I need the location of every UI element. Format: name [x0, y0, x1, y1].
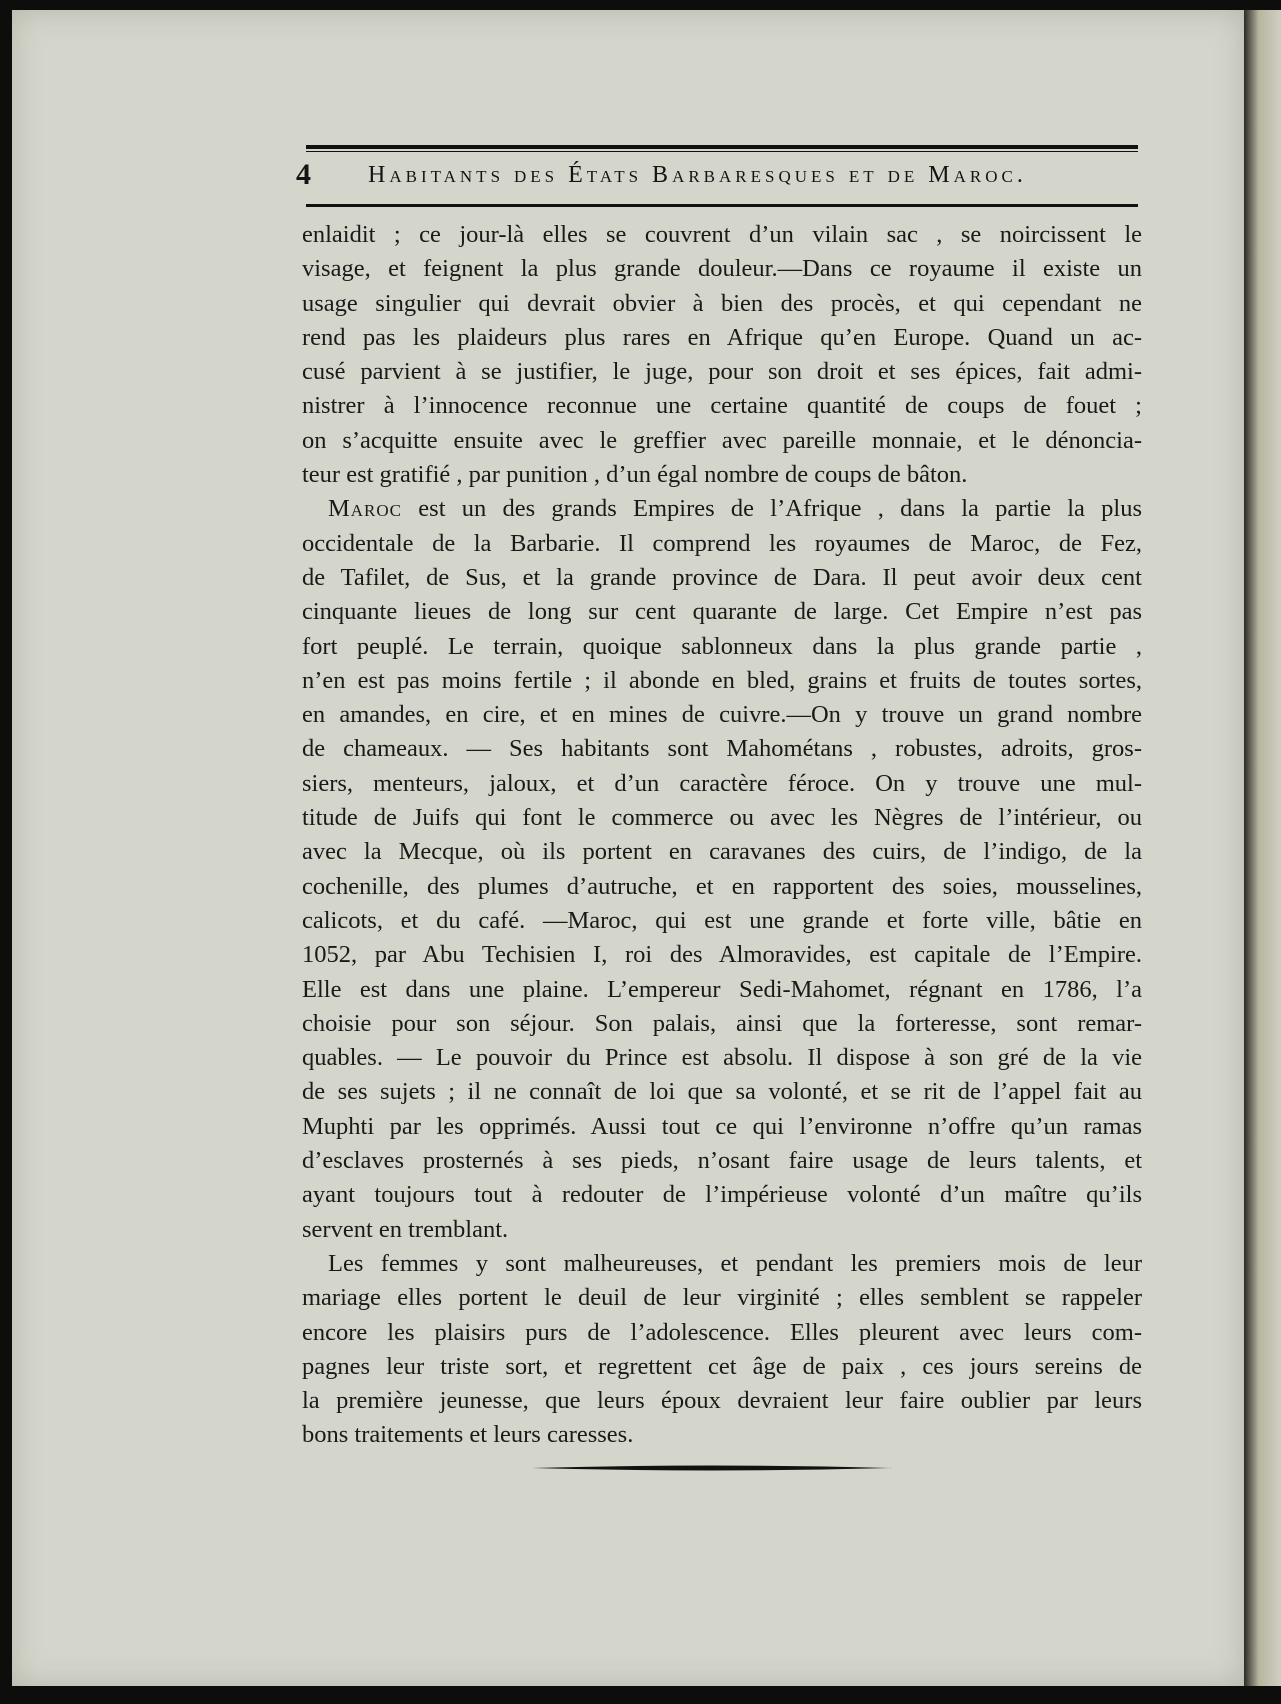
- text-line: de chameaux. — Ses habitants sont Mahométans , robustes, adroits, gros-: [302, 735, 1142, 763]
- text-line: fort peuplé. Le terrain, quoique sablonneux dans la plus grande partie ,: [302, 632, 1142, 660]
- text-line: d’esclaves prosternés à ses pieds, n’osant faire usage de leurs talents, et: [302, 1147, 1142, 1175]
- header-top-rule: [306, 145, 1138, 149]
- text-line: siers, menteurs, jaloux, et d’un caractère féroce. On y trouve une mul-: [302, 769, 1142, 797]
- text-line: n’en est pas moins fertile ; il abonde en bled, grains et fruits de toutes sortes,: [302, 666, 1142, 694]
- text-line: calicots, et du café. —Maroc, qui est une grande et forte ville, bâtie en: [302, 906, 1142, 934]
- page-number: 4: [296, 158, 311, 191]
- header-top-rule-thin: [306, 151, 1138, 152]
- text-line: la première jeunesse, que leurs époux devraient leur faire oublier par leurs: [302, 1387, 1142, 1415]
- text-line: servent en tremblant.: [302, 1215, 509, 1243]
- text-run: est un des grands Empires de l’Afrique , dans la partie la plus: [402, 495, 1142, 523]
- text-line: visage, et feignent la plus grande douleur.—Dans ce royaume il existe un: [302, 255, 1142, 283]
- text-line: quables. — Le pouvoir du Prince est absolu. Il dispose à son gré de la vie: [302, 1044, 1142, 1072]
- text-line: rend pas les plaideurs plus rares en Afrique qu’en Europe. Quand un ac-: [302, 323, 1142, 351]
- text-line: enlaidit ; ce jour-là elles se couvrent d’un vilain sac , se noircissent le: [302, 221, 1142, 248]
- text-line: bons traitements et leurs caresses.: [302, 1421, 634, 1449]
- text-line: occidentale de la Barbarie. Il comprend les royaumes de Maroc, de Fez,: [302, 529, 1142, 557]
- adjacent-page-edge: [1244, 10, 1281, 1686]
- text-line: pagnes leur triste sort, et regrettent cet âge de paix , ces jours sereins de: [302, 1352, 1142, 1380]
- running-head: [296, 158, 1146, 194]
- text-line: Muphti par les opprimés. Aussi tout ce qui l’environne n’offre qu’un ramas: [302, 1112, 1142, 1140]
- text-line: usage singulier qui devrait obvier à bien des procès, et qui cependant ne: [302, 289, 1142, 317]
- text-line: Elle est dans une plaine. L’empereur Sedi-Mahomet, régnant en 1786, l’a: [302, 975, 1142, 1003]
- text-line: 1052, par Abu Techisien I, roi des Almoravides, est capitale de l’Empire.: [302, 941, 1142, 969]
- text-line: teur est gratifié , par punition , d’un égal nombre de coups de bâton.: [302, 461, 968, 489]
- text-line: de Tafilet, de Sus, et la grande province de Dara. Il peut avoir deux cent: [302, 563, 1142, 591]
- text-line: choisie pour son séjour. Son palais, ainsi que la forteresse, sont remar-: [302, 1009, 1142, 1037]
- text-line: nistrer à l’innocence reconnue une certaine quantité de coups de fouet ;: [302, 392, 1142, 420]
- text-line: cusé parvient à se justifier, le juge, pour son droit et ses épices, fait admi-: [302, 358, 1142, 386]
- paragraph-first-line: [302, 492, 1142, 526]
- text-line: titude de Juifs qui font le commerce ou avec les Nègres de l’intérieur, ou: [302, 804, 1142, 832]
- tailpiece-rule: [532, 1464, 892, 1472]
- text-line: cochenille, des plumes d’autruche, et en rapportent des soies, mousselines,: [302, 872, 1142, 900]
- text-line: de ses sujets ; il ne connaît de loi que sa volonté, et se rit de l’appel fait au: [302, 1078, 1142, 1106]
- text-line: en amandes, en cire, et en mines de cuivre.—On y trouve un grand nombre: [302, 701, 1142, 729]
- text-line: Les femmes y sont malheureuses, et pendant les premiers mois de leur: [328, 1249, 1142, 1277]
- text-line: ayant toujours tout à redouter de l’impérieuse volonté d’un maître qu’ils: [302, 1181, 1142, 1209]
- text-line: mariage elles portent le deuil de leur virginité ; elles semblent se rappeler: [302, 1284, 1142, 1312]
- running-title: Habitants des États Barbaresques et de Maroc.: [368, 162, 1027, 188]
- lead-word: Maroc: [328, 495, 403, 523]
- text-line: encore les plaisirs purs de l’adolescence. Elles pleurent avec leurs com-: [302, 1318, 1142, 1346]
- body-text: [302, 218, 1142, 1453]
- text-line: cinquante lieues de long sur cent quarante de large. Cet Empire n’est pas: [302, 598, 1142, 626]
- text-line: on s’acquitte ensuite avec le greffier avec pareille monnaie, et le dénoncia-: [302, 426, 1142, 454]
- header-bottom-rule: [306, 204, 1138, 207]
- text-line: avec la Mecque, où ils portent en caravanes des cuirs, de l’indigo, de la: [302, 838, 1142, 866]
